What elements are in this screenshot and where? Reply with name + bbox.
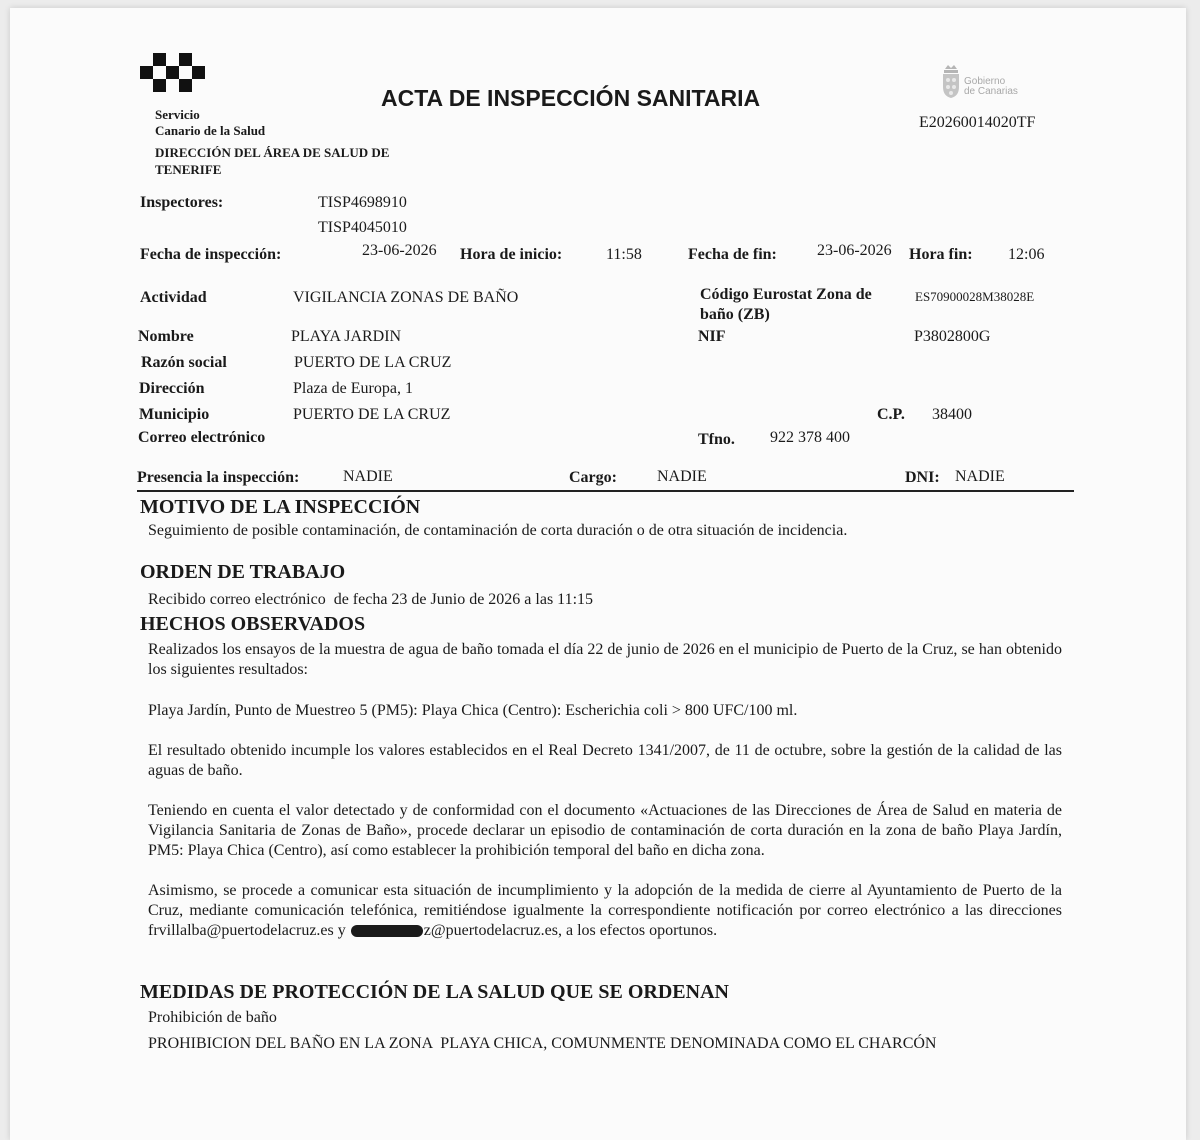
fecha-inspeccion-label: Fecha de inspección:	[140, 246, 282, 263]
inspector-1: TISP4698910	[318, 194, 407, 211]
motivo-heading: MOTIVO DE LA INSPECCIÓN	[140, 496, 421, 518]
hechos-paragraph-1: Realizados los ensayos de la muestra de agua de baño tomada el día 22 de junio de 2026 en el municipio de Puerto de la Cruz, se han obtenido los siguientes resultados:	[148, 641, 1062, 678]
org-name-line1: Servicio	[155, 107, 200, 122]
cp: 38400	[932, 406, 972, 423]
actividad-label: Actividad	[140, 289, 207, 306]
tfno: 922 378 400	[770, 429, 850, 446]
medidas-subtitle: Prohibición de baño	[148, 1009, 277, 1026]
gov-logo-line1: Gobierno	[964, 76, 1006, 87]
org-name-line2: Canario de la Salud	[155, 123, 266, 138]
fecha-fin: 23-06-2026	[817, 242, 892, 259]
eurostat-label-line1: Código Eurostat Zona de	[700, 286, 872, 303]
presencia: NADIE	[343, 468, 393, 485]
fecha-inspeccion: 23-06-2026	[362, 242, 437, 259]
scs-logo-icon	[140, 53, 210, 97]
orden-heading: ORDEN DE TRABAJO	[140, 561, 346, 583]
eurostat-label	[700, 285, 872, 325]
page-title: ACTA DE INSPECCIÓN SANITARIA	[381, 85, 761, 111]
directorate-line2: TENERIFE	[155, 162, 222, 177]
nif-label: NIF	[698, 328, 726, 345]
medidas-heading: MEDIDAS DE PROTECCIÓN DE LA SALUD QUE SE ORDENAN	[140, 981, 729, 1003]
direccion: Plaza de Europa, 1	[293, 380, 413, 397]
correo-label: Correo electrónico	[138, 429, 266, 446]
municipio: PUERTO DE LA CRUZ	[293, 406, 451, 423]
org-name	[155, 107, 265, 139]
fecha-fin-label: Fecha de fin:	[688, 246, 777, 263]
eurostat-code: ES70900028M38028E	[915, 289, 1035, 304]
direccion-label: Dirección	[139, 380, 205, 397]
actividad: VIGILANCIA ZONAS DE BAÑO	[293, 289, 519, 306]
razon-social: PUERTO DE LA CRUZ	[294, 354, 452, 371]
cargo-label: Cargo:	[569, 469, 617, 486]
razon-social-label: Razón social	[141, 354, 227, 371]
hechos-paragraph-4: Teniendo en cuenta el valor detectado y de conformidad con el documento «Actuaciones de las Direcciones de Área de Salud en materia de Vigilancia Sanitaria de Zonas de Baño», procede declarar un episodio de contaminación de corta duración en la zona de baño Playa Jardín, PM5: Playa Chica (Centro), así como establecer la prohibición temporal del baño en dicha zona.	[148, 802, 1062, 859]
redaction-mark	[351, 925, 423, 937]
inspector-2: TISP4045010	[318, 219, 407, 236]
directorate-line1: DIRECCIÓN DEL ÁREA DE SALUD DE	[155, 145, 390, 160]
dni: NADIE	[955, 468, 1005, 485]
nif: P3802800G	[914, 328, 991, 345]
dni-label: DNI:	[905, 469, 940, 486]
nombre-label: Nombre	[138, 328, 194, 345]
presencia-label: Presencia la inspección:	[137, 469, 300, 486]
hora-fin-label: Hora fin:	[909, 246, 973, 263]
eurostat-label-line2: baño (ZB)	[700, 306, 770, 323]
hechos-paragraph-2: Playa Jardín, Punto de Muestreo 5 (PM5): Playa Chica (Centro): Escherichia coli > 800 UFC/100 ml.	[148, 702, 798, 719]
coat-of-arms-icon	[940, 63, 962, 99]
hechos-heading: HECHOS OBSERVADOS	[140, 613, 366, 635]
nombre: PLAYA JARDIN	[291, 328, 402, 345]
hora-fin: 12:06	[1008, 246, 1045, 263]
hechos-paragraph-5	[148, 881, 1062, 941]
gov-logo-text	[964, 77, 1018, 97]
orden-text: Recibido correo electrónico de fecha 23 de Junio de 2026 a las 11:15	[148, 591, 594, 608]
hechos-paragraph-3: El resultado obtenido incumple los valores establecidos en el Real Decreto 1341/2007, de 11 de octubre, sobre la gestión de la calidad de las aguas de baño.	[148, 742, 1062, 779]
cp-label: C.P.	[877, 406, 905, 423]
municipio-label: Municipio	[139, 406, 210, 423]
gov-logo-line2: de Canarias	[964, 86, 1018, 97]
medidas-text: PROHIBICION DEL BAÑO EN LA ZONA PLAYA CHICA, COMUNMENTE DENOMINADA COMO EL CHARCÓN	[148, 1035, 937, 1052]
reference-number: E20260014020TF	[919, 114, 1036, 131]
motivo-text: Seguimiento de posible contaminación, de contaminación de corta duración o de otra situación de incidencia.	[148, 522, 848, 539]
tfno-label: Tfno.	[698, 431, 735, 448]
cargo: NADIE	[657, 468, 707, 485]
hora-inicio: 11:58	[606, 246, 642, 263]
section-divider	[137, 490, 1074, 492]
inspectores-label: Inspectores:	[140, 194, 224, 211]
directorate	[155, 144, 389, 178]
hechos-paragraph-5-start: Asimismo, se procede a comunicar esta situación de incumplimiento y la adopción de la medida de cierre al Ayuntamiento de Puerto de la Cruz, mediante comunicación telefónica, remitiéndose igualmente la correspondiente notificación por correo electrónico a las direcciones frvillalba@puertodelacruz.es y	[148, 882, 1062, 939]
hechos-paragraph-5-end: z@puertodelacruz.es, a los efectos oportunos.	[423, 922, 718, 939]
hora-inicio-label: Hora de inicio:	[460, 246, 563, 263]
